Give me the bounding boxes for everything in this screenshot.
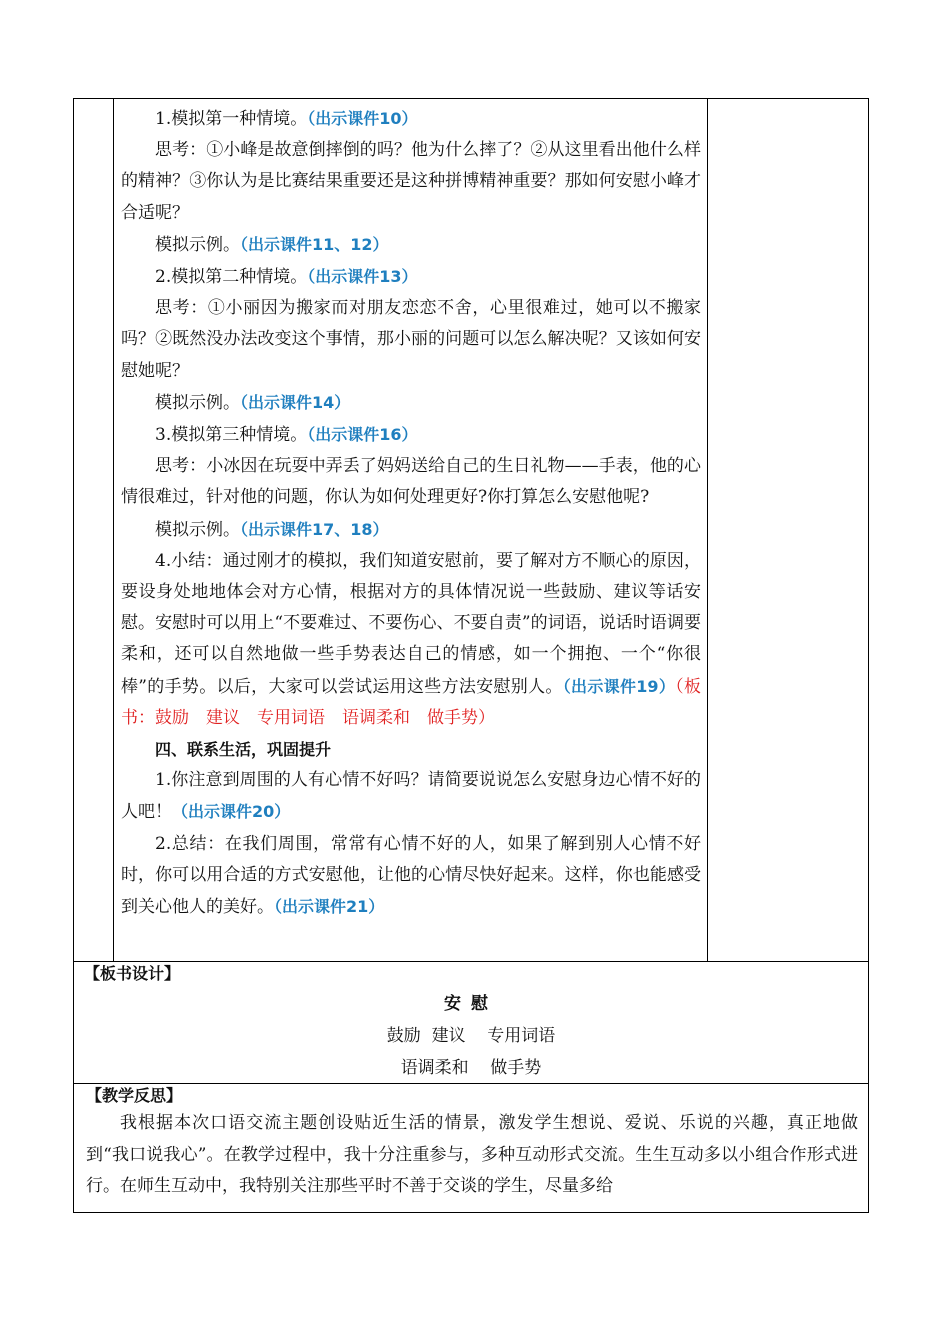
demo-text: 模拟示例。 (155, 519, 240, 540)
reflection-text: 我根据本次口语交流主题创设贴近生活的情景，激发学生想说、爱说、乐说的兴趣，真正地做到“我口说我心”。在教学过程中，我十分注重参与，多种互动形式交流。生生互动多以小组合作形式进行。在师生互动中，我特别关注那些平时不善于交谈的学生，尽量多给 (86, 1113, 858, 1196)
courseware-tag: （出示课件10） (307, 109, 418, 128)
part-4-item-1 (121, 765, 701, 828)
board-design-row (73, 962, 869, 1084)
scenario-1-text: 1.模拟第一种情境。 (155, 109, 308, 129)
courseware-tag: （出示课件16） (307, 425, 418, 445)
courseware-tag: （出示课件11、12） (240, 234, 389, 254)
item-1-text: 1.你注意到周围的人有心情不好吗？请简要说说怎么安慰身边心情不好的人吧！ (121, 770, 701, 823)
part-4-title: 四、联系生活，巩固提升 (155, 740, 332, 760)
board-note: （板书：鼓励 建议 专用词语 语调柔和 做手势） (121, 676, 701, 728)
demo-text: 模拟示例。 (155, 392, 240, 413)
right-blank-cell (707, 99, 868, 961)
summary-paragraph (121, 546, 701, 734)
scenario-2-demo (121, 387, 701, 419)
scenario-2-question: 思考：①小丽因为搬家而对朋友恋恋不舍，心里很难过，她可以不搬家吗？②既然没办法改变这个事情，那小丽的问题可以怎么解决呢？又该如何安慰她呢？ (121, 298, 701, 381)
demo-text: 模拟示例。 (155, 234, 240, 255)
board-line-2: 语调柔和 做手势 (400, 1058, 542, 1078)
courseware-tag: （出示课件20） (172, 802, 291, 822)
board-heading: 安慰 (444, 994, 498, 1014)
lesson-table (73, 98, 869, 1213)
part-4-item-2 (121, 829, 701, 924)
teaching-process-row (73, 98, 869, 962)
courseware-tag: （出示课件13） (307, 267, 418, 287)
summary-text: 4.小结：通过刚才的模拟，我们知道安慰前，要了解对方不顺心的原因，要设身处地地体会对方心情，根据对方的具体情况说一些鼓励、建议等话安慰。安慰时可以用上“不要难过、不要伤心、不要自责”的词语，说话时语调要柔和，还可以自然地做一些手势表达自己的情感，如一个拥抱、一个“你很棒”的手势。以后，大家可以尝试运用这些方法安慰别人。 (121, 550, 701, 697)
scenario-2-heading (121, 261, 701, 293)
courseware-tag: （出示课件19） (562, 676, 676, 696)
scenario-3-heading (121, 419, 701, 451)
board-line-1: 鼓励 建议 专用词语 (386, 1026, 556, 1046)
courseware-tag: （出示课件21） (274, 897, 385, 917)
scenario-3-text: 3.模拟第三种情境。 (155, 425, 308, 446)
teaching-reflection-row (73, 1084, 869, 1213)
scenario-3-demo (121, 514, 701, 546)
left-blank-cell (74, 99, 114, 961)
item-2-text: 2.总结：在我们周围，常常有心情不好的人，如果了解到别人心情不好时，你可以用合适的方式安慰他，让他的心情尽快好起来。这样，你也能感受到关心他人的美好。 (121, 833, 701, 918)
scenario-1-heading (121, 103, 701, 135)
board-design-title: 【板书设计】 (84, 964, 181, 983)
courseware-tag: （出示课件17、18） (240, 519, 389, 539)
process-content-cell (115, 99, 707, 961)
scenario-1-demo (121, 229, 701, 261)
scenario-2-text: 2.模拟第二种情境。 (155, 267, 308, 288)
scenario-1-question: 思考：①小峰是故意倒摔倒的吗？他为什么摔了？②从这里看出他什么样的精神？③你认为是比赛结果重要还是这种拼博精神重要？那如何安慰小峰才合适呢？ (121, 140, 701, 223)
scenario-3-question: 思考：小冰因在玩耍中弄丢了妈妈送给自己的生日礼物——手表，他的心情很难过，针对他的问题，你认为如何处理更好?你打算怎么安慰他呢? (121, 456, 701, 508)
courseware-tag: （出示课件14） (240, 392, 351, 412)
reflection-title: 【教学反思】 (86, 1086, 183, 1105)
